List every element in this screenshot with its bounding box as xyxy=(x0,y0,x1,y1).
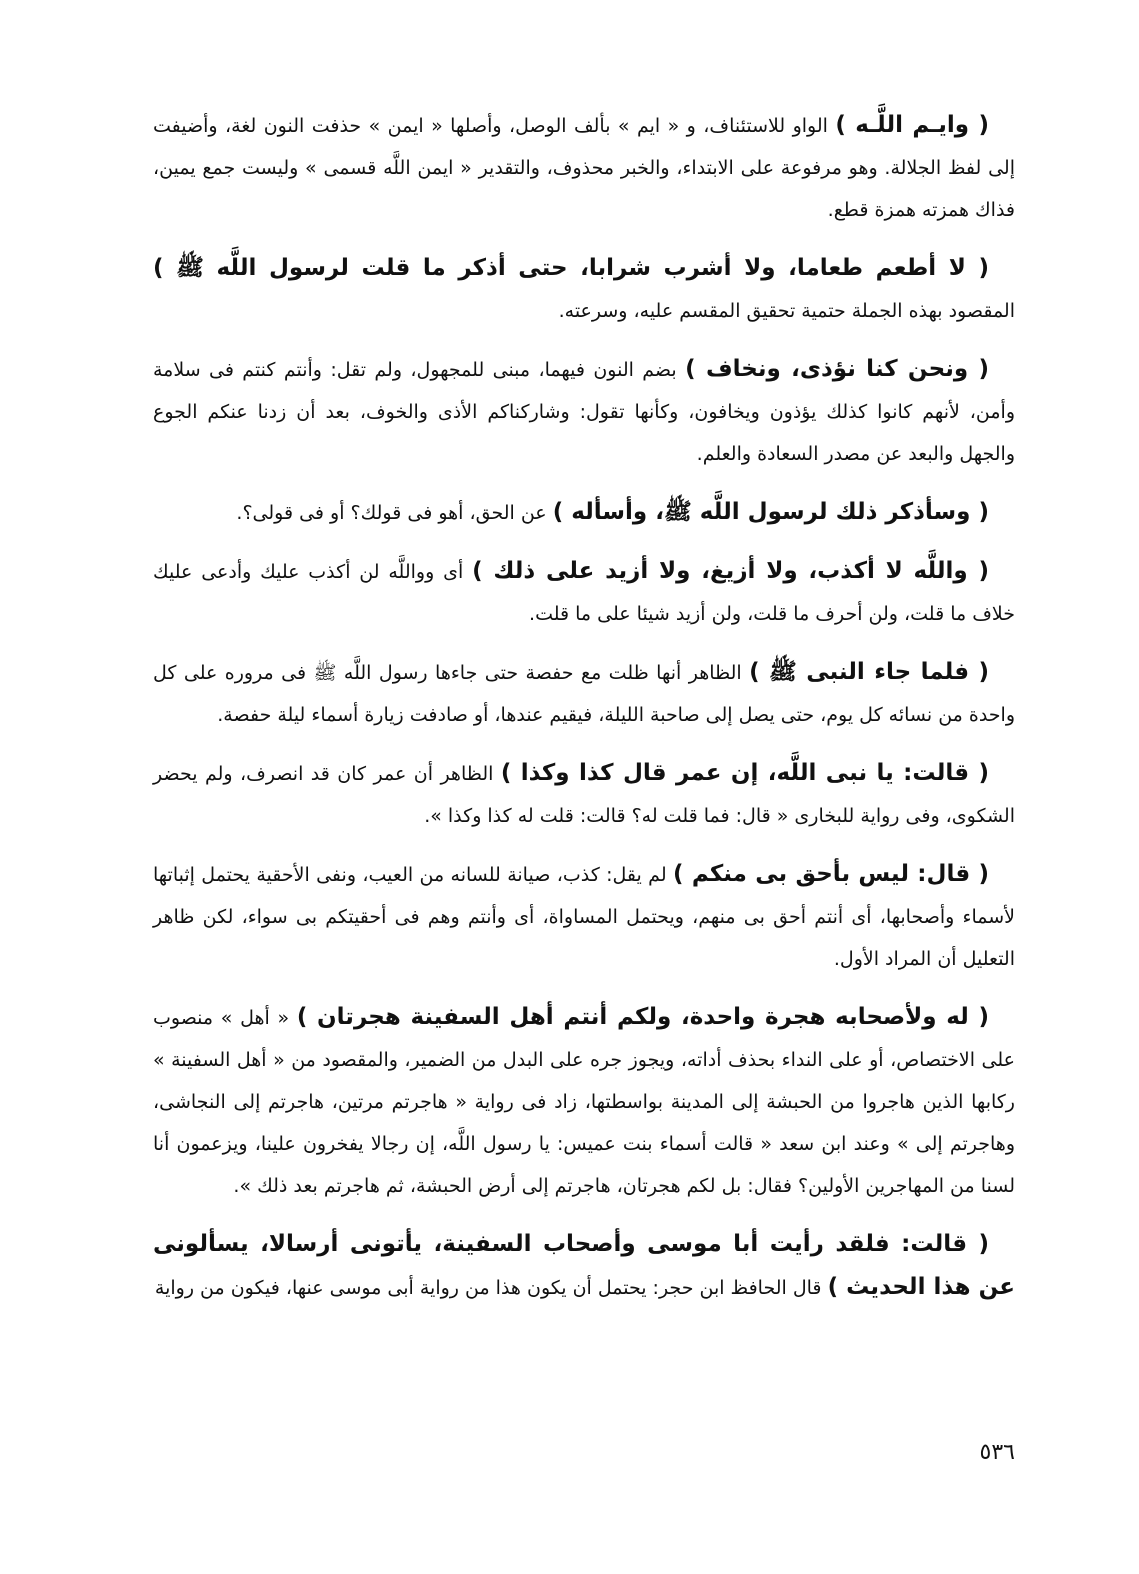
paragraph-3 xyxy=(153,348,1015,475)
paragraph-4 xyxy=(153,491,1015,534)
paragraph-heading: ( قالت: يا نبى اللَّه، إن عمر قال كذا وكذا ) xyxy=(500,760,989,786)
paragraph-heading: ( واللَّه لا أكذب، ولا أزيغ، ولا أزيد على ذلك ) xyxy=(472,558,989,584)
paragraph-heading: ( وايـم اللَّـه ) xyxy=(835,112,989,138)
paragraph-body: لم يقل: كذب، صيانة للسانه من العيب، ونفى الأحقية يحتمل إثباتها لأسماء وأصحابها، أى أنتم أحق بى منهم، ويحتمل المساواة، أى وأنتم وهم فى أحقيتكم بى سواء، لكن ظاهر التعليل أن المراد الأول. xyxy=(153,864,1015,970)
paragraph-body: عن الحق، أهو فى قولك؟ أو فى قولى؟. xyxy=(236,502,547,524)
page-text-block xyxy=(153,104,1015,1325)
paragraph-body: قال الحافظ ابن حجر: يحتمل أن يكون هذا من رواية أبى موسى عنها، فيكون من رواية xyxy=(154,1277,822,1299)
paragraph-2 xyxy=(153,247,1015,332)
paragraph-body: بضم النون فيهما، مبنى للمجهول، ولم تقل: وأنتم كنتم فى سلامة وأمن، لأنهم كانوا كذلك يؤذون ويخافون، وكأنها تقول: وشاركناكم الأذى والخوف، بعد أن زدنا عنكم الجوع والجهل والبعد عن مصدر السعادة والعلم. xyxy=(153,359,1015,465)
paragraph-body: « أهل » منصوب على الاختصاص، أو على النداء بحذف أداته، ويجوز جره على البدل من الضمير، والمقصود من « أهل السفينة » ركابها الذين هاجروا من الحبشة إلى المدينة بواسطتها، زاد فى رواية « هاجرتم مرتين، هاجرتم إلى النجاشى، وهاجرتم إلى » وعند ابن سعد « قالت أسماء بنت عميس: يا رسول اللَّه، إن رجالا يفخرون علينا، ويزعمون أنا لسنا من المهاجرين الأولين؟ فقال: بل لكم هجرتان، هاجرتم إلى أرض الحبشة، ثم هاجرتم بعد ذلك ». xyxy=(153,1007,1015,1197)
paragraph-heading: ( وسأذكر ذلك لرسول اللَّه ﷺ، وأسأله ) xyxy=(552,499,989,525)
paragraph-heading: ( قالت: فلقد رأيت أبا موسى وأصحاب السفينة، يأتونى أرسالا، يسألونى عن هذا الحديث ) xyxy=(153,1231,1015,1300)
paragraph-heading: ( له ولأصحابه هجرة واحدة، ولكم أنتم أهل السفينة هجرتان ) xyxy=(296,1004,989,1030)
page-number: ٥٣٦ xyxy=(979,1440,1015,1465)
paragraph-9 xyxy=(153,996,1015,1207)
paragraph-1 xyxy=(153,104,1015,231)
paragraph-heading: ( فلما جاء النبى ﷺ ) xyxy=(749,659,989,685)
paragraph-body: الواو للاستئناف، و « ايم » بألف الوصل، وأصلها « ايمن » حذفت النون لغة، وأضيفت إلى لفظ الجلالة. وهو مرفوعة على الابتداء، والخبر محذوف، والتقدير « ايمن اللَّه قسمى » وليست جمع يمين، فذاك همزته همزة قطع. xyxy=(153,115,1015,221)
paragraph-body: الظاهر أن عمر كان قد انصرف، ولم يحضر الشكوى، وفى رواية للبخارى « قال: فما قلت له؟ قالت: قلت له كذا وكذا ». xyxy=(153,763,1015,827)
paragraph-body: الظاهر أنها ظلت مع حفصة حتى جاءها رسول اللَّه ﷺ فى مروره على كل واحدة من نسائه كل يوم، حتى يصل إلى صاحبة الليلة، فيقيم عندها، أو صادفت زيارة أسماء ليلة حفصة. xyxy=(153,662,1015,726)
paragraph-heading: ( ونحن كنا نؤذى، ونخاف ) xyxy=(685,356,989,382)
paragraph-7 xyxy=(153,752,1015,837)
paragraph-body: المقصود بهذه الجملة حتمية تحقيق المقسم عليه، وسرعته. xyxy=(558,300,1015,322)
paragraph-heading: ( لا أطعم طعاما، ولا أشرب شرابا، حتى أذكر ما قلت لرسول اللَّه ﷺ ) xyxy=(153,255,989,281)
paragraph-10 xyxy=(153,1223,1015,1309)
paragraph-8 xyxy=(153,853,1015,980)
paragraph-5 xyxy=(153,550,1015,635)
paragraph-heading: ( قال: ليس بأحق بى منكم ) xyxy=(673,861,990,887)
paragraph-body: أى وواللَّه لن أكذب عليك وأدعى عليك خلاف ما قلت، ولن أحرف ما قلت، ولن أزيد شيئا على ما قلت. xyxy=(153,561,1015,625)
paragraph-6 xyxy=(153,651,1015,736)
